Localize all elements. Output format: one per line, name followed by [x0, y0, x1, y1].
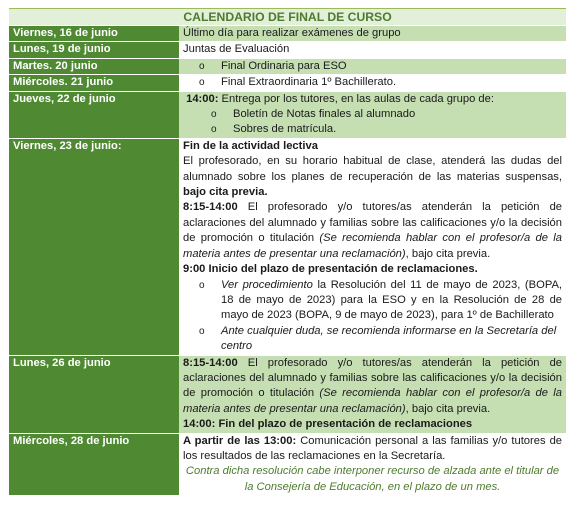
calendar-title: CALENDARIO DE FINAL DE CURSO — [9, 9, 566, 26]
row-text — [183, 92, 562, 107]
row-time: 14:00: — [186, 92, 219, 105]
list-item — [183, 324, 562, 355]
list-item-italic: Ver procedimiento — [221, 278, 313, 291]
list-item — [183, 122, 562, 137]
row-detail: Entrega por los tutores, en las aulas de cada grupo de: — [218, 92, 494, 105]
row-text: Juntas de Evaluación — [179, 42, 566, 58]
row-date: Miércoles, 28 de junio — [9, 433, 179, 496]
row-time: A partir de las 13:00: — [183, 434, 297, 447]
bullet-marker: o — [211, 124, 217, 136]
calendar-table — [9, 8, 566, 496]
row-paragraph — [183, 200, 562, 262]
list-item — [183, 278, 562, 324]
row-time: 8:15-14:00 — [183, 356, 238, 369]
table-row — [9, 42, 566, 58]
calendar-document — [9, 8, 566, 496]
row-paragraph — [183, 434, 562, 465]
row-heading: Fin de la actividad lectiva — [183, 139, 318, 152]
row-time: 8:15-14:00 — [183, 201, 238, 214]
row-date: Miércoles. 21 junio — [9, 75, 179, 91]
paragraph-text: , bajo cita previa. — [405, 402, 491, 415]
row-heading: 14:00: Fin del plazo de presentación de reclamaciones — [183, 418, 473, 431]
paragraph-text: El profesorado, en su horario habitual de clase, atenderá las dudas del alumnado sobre los planes de recuperación de las materias suspensas, — [183, 155, 563, 183]
row-paragraph — [183, 154, 562, 200]
row-paragraph — [183, 356, 562, 418]
list-item — [183, 75, 562, 90]
paragraph-text: Comunicación personal a las familias y/o tutores de los resultados de las reclamaciones en la Secretaría. — [183, 434, 563, 462]
list-item — [183, 107, 562, 122]
row-text: Último día para realizar exámenes de grupo — [179, 26, 566, 42]
list-item-text: la Resolución del 11 de mayo de 2023, (BOPA, 18 de mayo de 2023) para la ESO y en la Resolución de 28 de mayo de 2023 (BOPA, 9 de mayo de 2023), para 1º de Bachillerato — [221, 278, 563, 322]
row-text: Final Extraordinaria 1º Bachillerato. — [221, 76, 397, 89]
table-row — [9, 91, 566, 138]
paragraph-italic: (Se recomienda hablar con el profesor/a de la materia antes de presentar una reclamación) — [183, 387, 562, 415]
bullet-marker: o — [199, 77, 205, 89]
paragraph-bold: bajo cita previa. — [183, 186, 268, 199]
table-row — [9, 75, 566, 91]
table-row — [9, 355, 566, 433]
row-heading: 9:00 Inicio del plazo de presentación de reclamaciones. — [183, 263, 478, 276]
list-item-text: Ante cualquier duda, se recomienda informarse en la Secretaría del centro — [221, 324, 557, 353]
row-date: Lunes, 19 de junio — [9, 42, 179, 58]
row-date: Lunes, 26 de junio — [9, 355, 179, 433]
paragraph-text: El profesorado y/o tutores/as atenderán la petición de aclaraciones del alumnado y familias sobre las calificaciones y/o la decisión de promoción o titulación — [183, 356, 563, 400]
list-item-text: Boletín de Notas finales al alumnado — [233, 108, 416, 121]
list-item-text: Sobres de matrícula. — [233, 123, 337, 136]
paragraph-italic: (Se recomienda hablar con el profesor/a de la materia antes de presentar una reclamación) — [183, 232, 562, 260]
bullet-marker: o — [199, 279, 205, 291]
bullet-marker: o — [211, 109, 217, 121]
paragraph-text: , bajo cita previa. — [405, 247, 491, 260]
row-date: Jueves, 22 de junio — [9, 91, 179, 138]
row-note: Contra dicha resolución cabe interponer recurso de alzada ante el titular de la Consejería de Educación, en el plazo de un mes. — [185, 465, 560, 493]
table-row — [9, 58, 566, 74]
row-date: Viernes, 16 de junio — [9, 26, 179, 42]
row-date: Martes. 20 junio — [9, 58, 179, 74]
row-date: Viernes, 23 de junio: — [9, 138, 179, 355]
bullet-marker: o — [199, 60, 205, 72]
table-row — [9, 26, 566, 42]
table-row — [9, 433, 566, 496]
bullet-marker: o — [199, 325, 205, 337]
paragraph-text: El profesorado y/o tutores/as atenderán la petición de aclaraciones del alumnado y familias sobre las calificaciones y/o la decisión de promoción o titulación — [183, 201, 563, 245]
list-item — [183, 59, 562, 74]
table-row — [9, 138, 566, 355]
row-text: Final Ordinaria para ESO — [221, 59, 347, 72]
